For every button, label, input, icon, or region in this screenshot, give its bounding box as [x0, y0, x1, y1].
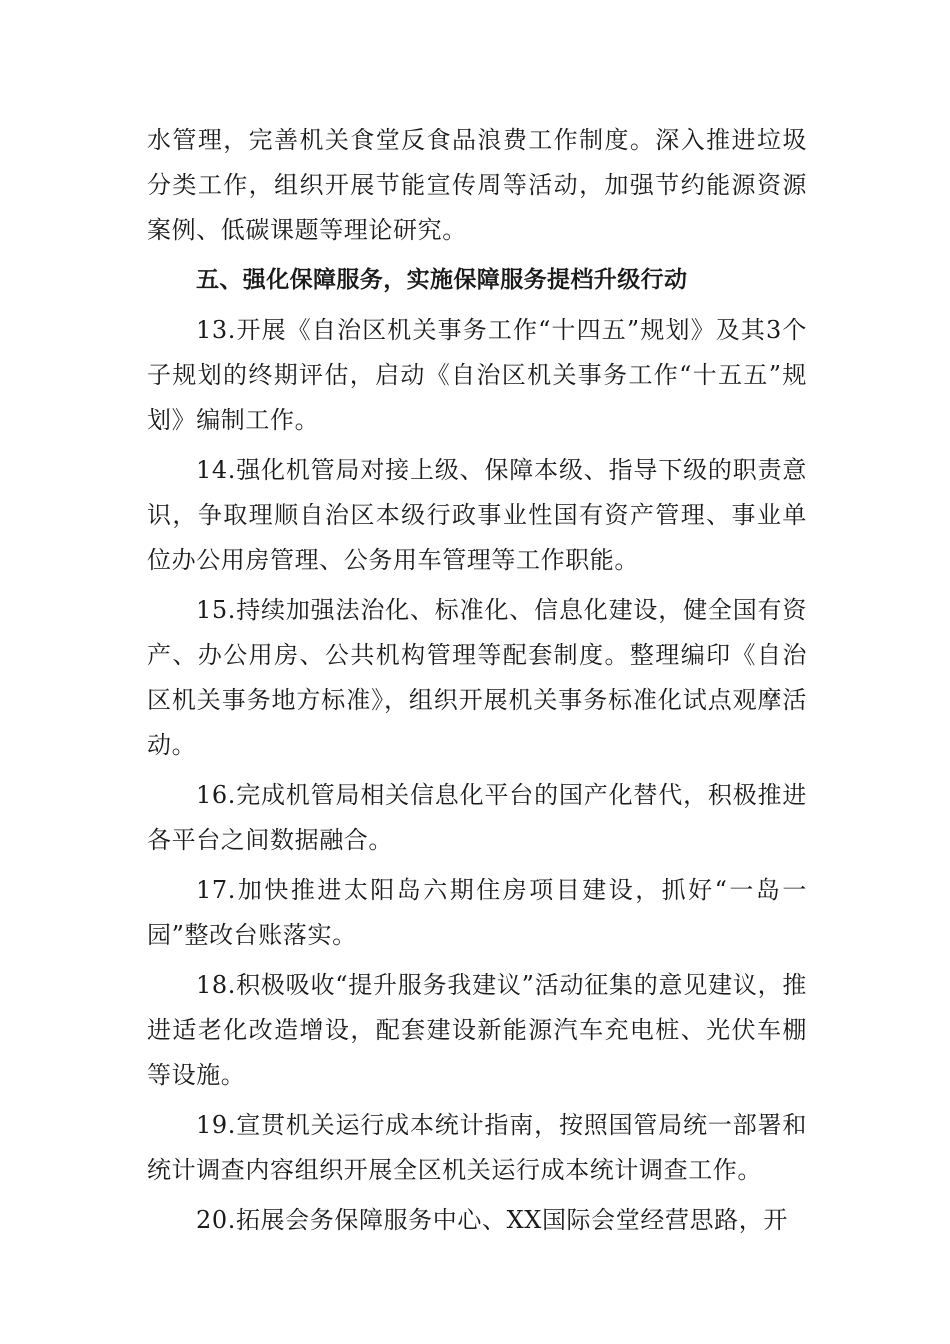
item-14: 14.强化机管局对接上级、保障本级、指导下级的职责意识，争取理顺自治区本级行政事业性国有资产管理、事业单位办公用房管理、公务用车管理等工作职能。 [147, 456, 807, 574]
section-heading: 五、强化保障服务，实施保障服务提档升级行动 [196, 267, 688, 293]
item-16: 16.完成机管局相关信息化平台的国产化替代，积极推进各平台之间数据融合。 [147, 781, 807, 854]
item-17: 17.加快推进太阳岛六期住房项目建设，抓好“一岛一园”整改台账落实。 [147, 876, 807, 949]
item-19: 19.宣贯机关运行成本统计指南，按照国管局统一部署和统计调查内容组织开展全区机关运行成本统计调查工作。 [147, 1111, 807, 1184]
item-20: 20.拓展会务保障服务中心、XX国际会堂经营思路，开 [196, 1206, 788, 1234]
paragraph-continued: 水管理，完善机关食堂反食品浪费工作制度。深入推进垃圾分类工作，组织开展节能宣传周等活动，加强节约能源资源案例、低碳课题等理论研究。 [147, 126, 807, 244]
item-15: 15.持续加强法治化、标准化、信息化建设，健全国有资产、办公用房、公共机构管理等配套制度。整理编印《自治区机关事务地方标准》，组织开展机关事务标准化试点观摩活动。 [147, 596, 807, 759]
item-13: 13.开展《自治区机关事务工作“十四五”规划》及其3个子规划的终期评估，启动《自治区机关事务工作“十五五”规划》编制工作。 [147, 316, 807, 434]
document-page [147, 118, 807, 1248]
item-18: 18.积极吸收“提升服务我建议”活动征集的意见建议，推进适老化改造增设，配套建设新能源汽车充电桩、光伏车棚等设施。 [147, 971, 807, 1089]
